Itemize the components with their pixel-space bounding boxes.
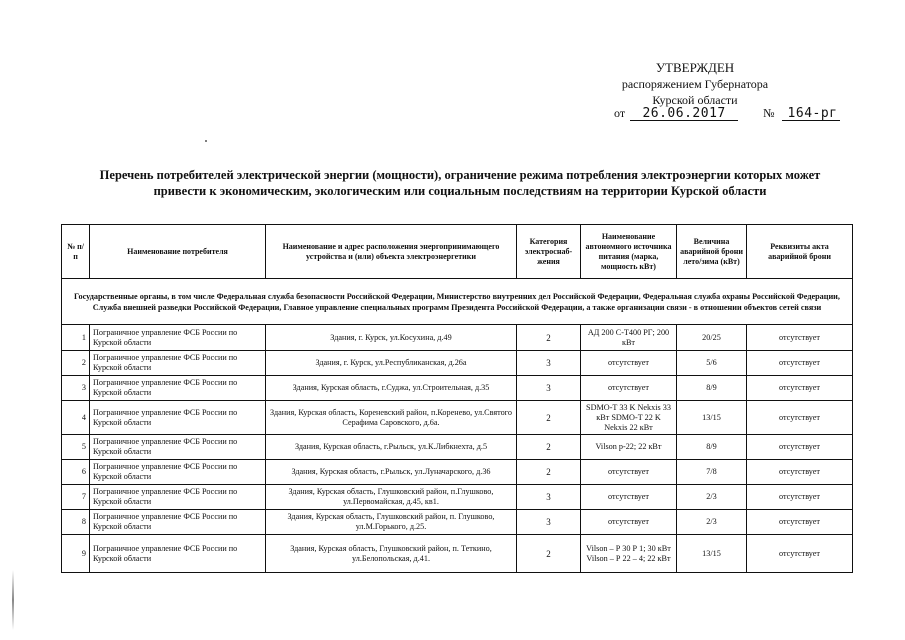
emergency-reserve: 5/6	[677, 351, 747, 376]
scan-edge-shadow	[12, 570, 14, 630]
act-details: отсутствует	[747, 325, 853, 351]
emergency-reserve: 7/8	[677, 460, 747, 485]
act-details: отсутствует	[747, 535, 853, 573]
emergency-reserve: 13/15	[677, 401, 747, 435]
row-number: 9	[62, 535, 90, 573]
consumer-name: Пограничное управление ФСБ России по Курской области	[90, 401, 266, 435]
approval-block	[560, 60, 830, 108]
title-line-2: привести к экономическим, экологическим или социальным последствиям на территории Курской области	[153, 184, 767, 198]
object-address: Здания, г. Курск, ул.Республиканская, д.26а	[266, 351, 517, 376]
object-address: Здания, Курская область, г.Рыльск, ул.К.Либкнехта, д.5	[266, 435, 517, 460]
consumer-name: Пограничное управление ФСБ России по Курской области	[90, 485, 266, 510]
approval-authority: распоряжением Губернатора	[621, 77, 769, 91]
table-row	[62, 325, 853, 351]
row-number: 4	[62, 401, 90, 435]
supply-category: 2	[517, 401, 581, 435]
header-object-address: Наименование и адрес расположения энергопринимающего устройства и (или) объекта электроэнергетики	[266, 225, 517, 279]
supply-category: 3	[517, 351, 581, 376]
object-address: Здания, Курская область, Кореневский район, п.Коренево, ул.Святого Серафима Саровского, д.6а.	[266, 401, 517, 435]
row-number: 6	[62, 460, 90, 485]
title-line-1: Перечень потребителей электрической энергии (мощности), ограничение режима потребления электроэнергии которых может	[99, 168, 821, 182]
date-prefix: от	[614, 106, 626, 120]
supply-category: 2	[517, 325, 581, 351]
table-row	[62, 510, 853, 535]
act-details: отсутствует	[747, 435, 853, 460]
document-date: 26.06.2017	[630, 107, 738, 121]
autonomous-source: Vilson р-22; 22 кВт	[581, 435, 677, 460]
row-number: 2	[62, 351, 90, 376]
header-emergency-reserve: Величина аварийной брони лето/зима (кВт)	[677, 225, 747, 279]
table-row	[62, 376, 853, 401]
consumer-name: Пограничное управление ФСБ России по Курской области	[90, 376, 266, 401]
consumer-name: Пограничное управление ФСБ России по Курской области	[90, 435, 266, 460]
object-address: Здания, Курская область, Глушковский район, п.Глушково, ул.Первомайская, д.45, кв1.	[266, 485, 517, 510]
consumer-name: Пограничное управление ФСБ России по Курской области	[90, 535, 266, 573]
row-number: 7	[62, 485, 90, 510]
autonomous-source: отсутствует	[581, 485, 677, 510]
header-supply-category: Категория электроснаб-жения	[517, 225, 581, 279]
approval-heading: УТВЕРЖДЕН	[655, 60, 735, 75]
autonomous-source: Vilson – Р 30 Р 1; 30 кВт Vilson – Р 22 – 4; 22 кВт	[581, 535, 677, 573]
object-address: Здания, Курская область, Глушковский район, п. Теткино, ул.Белопольская, д.41.	[266, 535, 517, 573]
header-act-details: Реквизиты акта аварийной брони	[747, 225, 853, 279]
table-row	[62, 351, 853, 376]
consumer-name: Пограничное управление ФСБ России по Курской области	[90, 510, 266, 535]
row-number: 5	[62, 435, 90, 460]
autonomous-source: отсутствует	[581, 460, 677, 485]
object-address: Здания, Курская область, г.Рыльск, ул.Луначарского, д.36	[266, 460, 517, 485]
approval-region: Курской области	[652, 93, 738, 107]
act-details: отсутствует	[747, 376, 853, 401]
document-number: 164-рг	[782, 107, 840, 121]
act-details: отсутствует	[747, 510, 853, 535]
autonomous-source: АД 200 С-Т400 РГ; 200 кВт	[581, 325, 677, 351]
supply-category: 2	[517, 535, 581, 573]
autonomous-source: отсутствует	[581, 510, 677, 535]
supply-category: 2	[517, 435, 581, 460]
emergency-reserve: 8/9	[677, 376, 747, 401]
supply-category: 3	[517, 510, 581, 535]
supply-category: 2	[517, 460, 581, 485]
supply-category: 3	[517, 376, 581, 401]
autonomous-source: SDMO-T 33 K Nekxis 33 кВт SDMO-T 22 K Nekxis 22 кВт	[581, 401, 677, 435]
table-row	[62, 460, 853, 485]
table-row	[62, 435, 853, 460]
emergency-reserve: 20/25	[677, 325, 747, 351]
object-address: Здания, Курская область, Глушковский район, п. Глушково, ул.М.Горького, д.25.	[266, 510, 517, 535]
emergency-reserve: 2/3	[677, 485, 747, 510]
emergency-reserve: 13/15	[677, 535, 747, 573]
group-heading: Государственные органы, в том числе Федеральная служба безопасности Российской Федерации, Министерство внутренних дел Российской Федерации, Федеральная служба охраны Российской Федерации, Служба внешней разведки Российской Федерации, Главное управление специальных программ Президента Российской Федерации, а также организации связи - в отношении объектов сетей связи	[62, 279, 853, 325]
table-row	[62, 401, 853, 435]
number-prefix: №	[763, 106, 775, 120]
autonomous-source: отсутствует	[581, 351, 677, 376]
emergency-reserve: 8/9	[677, 435, 747, 460]
object-address: Здания, Курская область, г.Суджа, ул.Строительная, д.35	[266, 376, 517, 401]
act-details: отсутствует	[747, 351, 853, 376]
consumer-name: Пограничное управление ФСБ России по Курской области	[90, 351, 266, 376]
act-details: отсутствует	[747, 460, 853, 485]
row-number: 3	[62, 376, 90, 401]
header-num: № п/п	[62, 225, 90, 279]
consumer-name: Пограничное управление ФСБ России по Курской области	[90, 460, 266, 485]
table-row	[62, 485, 853, 510]
header-consumer-name: Наименование потребителя	[90, 225, 266, 279]
row-number: 1	[62, 325, 90, 351]
row-number: 8	[62, 510, 90, 535]
emergency-reserve: 2/3	[677, 510, 747, 535]
document-title	[70, 167, 850, 199]
act-details: отсутствует	[747, 401, 853, 435]
act-details: отсутствует	[747, 485, 853, 510]
autonomous-source: отсутствует	[581, 376, 677, 401]
supply-category: 3	[517, 485, 581, 510]
consumers-table	[61, 224, 853, 573]
object-address: Здания, г. Курск, ул.Косухина, д.49	[266, 325, 517, 351]
header-autonomous-source: Наименование автономного источника питания (марка, мощность кВт)	[581, 225, 677, 279]
consumer-name: Пограничное управление ФСБ России по Курской области	[90, 325, 266, 351]
table-row	[62, 535, 853, 573]
scan-speck	[205, 140, 207, 142]
document-date-number	[614, 106, 840, 121]
